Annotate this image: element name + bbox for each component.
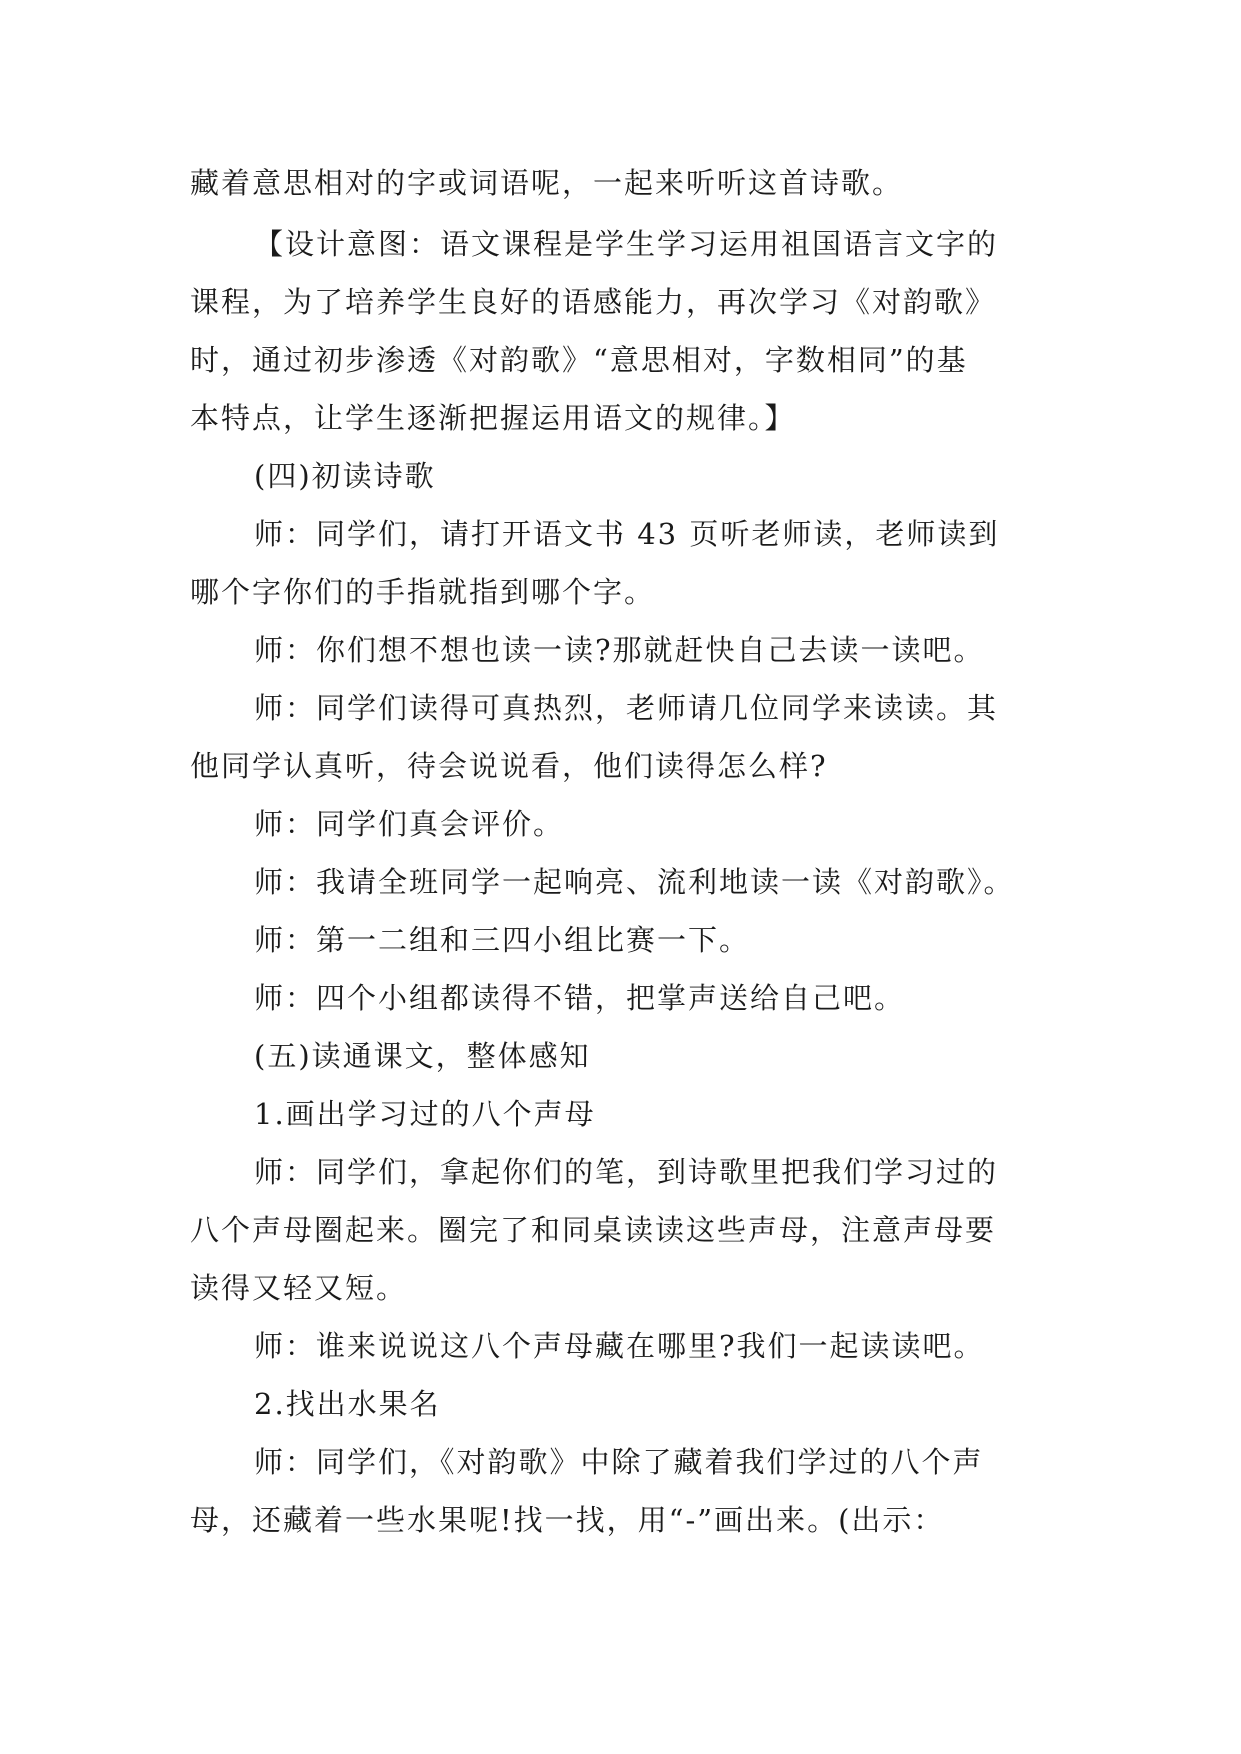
text-line: 母，还藏着一些水果呢!找一找，用“-”画出来。(出示： xyxy=(190,1503,945,1537)
text-line: 时，通过初步渗透《对韵歌》“意思相对，字数相同”的基 xyxy=(190,343,968,377)
section-heading: (四)初读诗歌 xyxy=(254,459,436,493)
text-line: 他同学认真听，待会说说看，他们读得怎么样? xyxy=(190,749,828,783)
subsection-heading: 1.画出学习过的八个声母 xyxy=(254,1097,596,1131)
text-line: 师：同学们读得可真热烈，老师请几位同学来读读。其 xyxy=(254,691,999,725)
text-line: 藏着意思相对的字或词语呢，一起来听听这首诗歌。 xyxy=(190,166,904,200)
text-line: 师：第一二组和三四小组比赛一下。 xyxy=(254,923,751,957)
text-line: 八个声母圈起来。圈完了和同桌读读这些声母，注意声母要 xyxy=(190,1213,997,1247)
text-line: 师：谁来说说这八个声母藏在哪里?我们一起读读吧。 xyxy=(254,1329,985,1363)
text-line: 师：同学们，拿起你们的笔，到诗歌里把我们学习过的 xyxy=(254,1155,999,1189)
text-line: 师：同学们，请打开语文书 43 页听老师读，老师读到 xyxy=(254,517,1000,551)
subsection-heading: 2.找出水果名 xyxy=(254,1387,441,1421)
text-line: 师：你们想不想也读一读?那就赶快自己去读一读吧。 xyxy=(254,633,985,667)
text-line: 哪个字你们的手指就指到哪个字。 xyxy=(190,575,656,609)
text-line: 本特点，让学生逐渐把握运用语文的规律。】 xyxy=(190,401,796,435)
text-line: 读得又轻又短。 xyxy=(190,1271,408,1305)
text-line: 课程，为了培养学生良好的语感能力，再次学习《对韵歌》 xyxy=(190,285,997,319)
text-line: 师：我请全班同学一起响亮、流利地读一读《对韵歌》。 xyxy=(254,865,1015,899)
design-intent-line: 【设计意图：语文课程是学生学习运用祖国语言文字的 xyxy=(254,227,999,261)
section-heading: (五)读通课文，整体感知 xyxy=(254,1039,591,1073)
text-line: 师：同学们真会评价。 xyxy=(254,807,565,841)
text-line: 师：四个小组都读得不错，把掌声送给自己吧。 xyxy=(254,981,906,1015)
text-line: 师：同学们，《对韵歌》中除了藏着我们学过的八个声 xyxy=(254,1445,984,1479)
